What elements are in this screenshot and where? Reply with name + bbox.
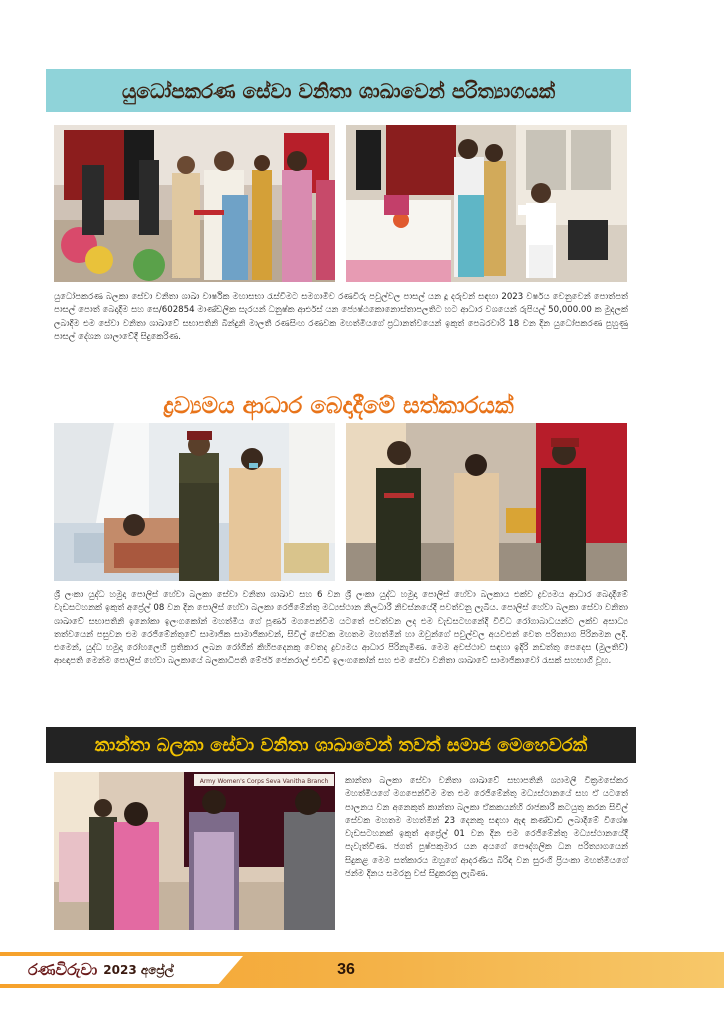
magazine-logo: රණවිරුවා <box>28 960 98 979</box>
photo-sign-text: Army Women's Corps Seva Vanitha Branch <box>199 778 329 785</box>
article1-heading-banner <box>46 69 631 112</box>
article3-heading: කාන්තා බලකා සේවා වනිතා ශාඛාවෙන් තවත් සමාජ මෙහෙවරක් <box>94 734 588 756</box>
article2-photo-hospital <box>54 423 335 581</box>
page-number: 36 <box>337 961 355 978</box>
article3-body: කාන්තා බලකා සේවා වනිතා ශාඛාවේ සභාපතිනි ශ්‍යාමලී වික්‍රමසේකර මහත්මියගේ මගපෙන්වීම මත එම රෙජිමේන්තු මධ්‍යස්ථානයේ සහ ඒ යටතේ පාලනය වන අනෙකුත් කාන්තා බලකා ඒකකයන්හි රාජකාරී කටයුතු කරන සිවිල් සේවක මහතම මහත්මීන් 23 දෙනකු සඳහා ඇඳ කණ්ඩාඩි ලබාදීමේ විශේෂ වැඩසටහනක් ඉකුත් අප්‍රේල් 01 වන දින එම රෙජිමේන්තු මධ්‍යස්ථානයේදී පැවැත්විණ. ජගත් පුෂ්පකුමාර යන අයගේ පෞද්ගලික ධන පරිත්‍යාගයෙන් සිදුකළ මෙම සත්කාරය ඔහුගේ ආදරණීය බිරිඳ වන සුරංගි ප්‍රියංකා මහත්මියගේ ජන්ම දිනය සමරනු වස් සිදුකරනු ලැබිණ. <box>345 776 628 880</box>
article2-photo-presentation <box>346 423 627 581</box>
article2-body: ශ්‍රී ලංකා යුද්ධ හමුදා පොලිස් හේවා බලකා සේවා වනිතා ශාඛාව සහ 6 වන ශ්‍රී ලංකා යුද්ධ හමුදා පොලිස් හේවා බලකාය එක්ව ද්‍රව්‍යමය ආධාර බෙදාදීමේ වැඩසටහනක් ඉකුත් අප්‍රේල් 08 වන දින පොලිස් හේවා බලකා රෙජිමේන්තු මධ්‍යස්ථාන නිලධාරී නිවස්නයේදී පවත්වනු ලැබීය. පොලිස් හේවා බලකා සේවා වනිතා ශාඛාවේ සභාපතිනි ඉනෝකා ඉලංගකෝන් මහත්මිය ගේ පූර්ණ මගපෙන්වීම යටතේ පවත්වන ලද එම වැඩසටහනේදී විවිධ රෝගාබාධයන්ට ලක්ව අසාධ්‍ය තත්වයෙන් පසුවන එම රෙජිමේන්තුවේ සාමාජික සාමාජිකාවන්, සිවිල් සේවක මහතම මහත්මීන් හා ඔවුන්ගේ පවුල්වල අයවළුන් වෙත පරිත්‍යාග පිරිනමන ලදී. එමෙන්, යුද්ධ හමුදා රෝහලෙහි ප්‍රතිකාර ලබන රෝගීන් කිහිපදෙනකු වෙතද ද්‍රව්‍යමය ආධාර පිරිනැමිණ. මෙම අවස්ථාව සඳහා ඉදිරි නඩත්තු පෙදෙස (මුලතිව්) ආඥාපති මෙන්ම පොලිස් හේවා බලකායේ බලකාධිපති මේජර් ජෙනරාල් එච්ඩී ඉලංගකෝන් සහ එම සේවා වනිතා ශාඛාවේ සාමාජිකාවෝ රැසක් සහභාගී වූහ. <box>54 590 628 667</box>
article2-heading: ද්‍රව්‍යමය ආධාර බෙදාදීමේ සත්කාරයක් <box>163 393 514 419</box>
article3-photo-handover <box>54 772 335 930</box>
issue-date: 2023 අප්‍රේල් <box>103 962 174 977</box>
article1-photo-ceremony <box>54 125 335 282</box>
article2-heading-block <box>46 388 631 424</box>
article3-heading-banner <box>46 727 636 763</box>
article1-body: යුධෝපකරණ බලකා සේවා වනිතා ශාඛා වාර්ෂික මහාසභා රැස්වීමට සමගාමීව රණවිරු පවුල්වල පාසල් යන දූ දරුවන් සඳහා 2023 වර්ෂය වෙනුවෙන් පොත්පත් පාසල් පොත් බෙදාදීම සහ සෙ/602854 මාණ්ඩලික සැරයන් ධනුෂ්ක ආර්එස් යන ජ්‍යෙෂ්ඨකොනොස්තාපලතිට හට ආධාර වශයෙන් රුපියල් 50,000.00 ක මුදලක් ලබාදීම එම සේවා වනිතා ශාඛාවේ සභාපතිනි බින්දුනි මාලතී රණසිංහ රණවක මහත්මියගේ ප්‍රධානත්වයෙන් ඉකුත් පෙබරවාරි 18 වන දින යුධෝපකරණ පුහුණු පාසල් දේශන ශාලාවේදී සිදුකෙරිණ. <box>54 292 628 342</box>
footer-masthead <box>28 957 174 983</box>
article1-photo-handover <box>346 125 627 282</box>
article1-heading: යුධෝපකරණ සේවා වනිතා ශාඛාවෙන් පරිත්‍යාගයක් <box>121 78 556 103</box>
